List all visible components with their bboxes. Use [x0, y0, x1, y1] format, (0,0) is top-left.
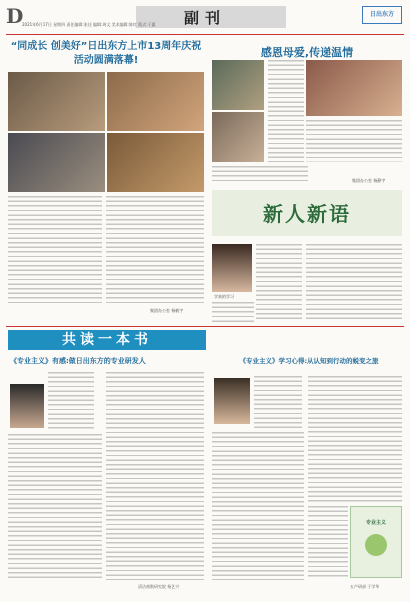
new-voices-body-col2: [306, 244, 402, 322]
event-photo-1: [8, 72, 105, 131]
page-letter: D: [6, 4, 24, 28]
article-right-headline: 感恩母爱,传递温情: [260, 46, 354, 59]
article-left-body-col1: [8, 196, 102, 304]
event-photo-3: [8, 133, 105, 192]
author-photo-left: [10, 384, 44, 428]
new-voices-body-col0: [212, 302, 254, 322]
article-left-body-col2: [106, 196, 204, 304]
new-voices-caption: 学真的学习: [214, 294, 234, 299]
book-right-intro: [254, 376, 302, 428]
footer-left: 清洁商数研究院 杨艺兴: [138, 584, 180, 589]
mother-photo-1: [212, 60, 264, 110]
new-voices-title: 新人新语: [263, 202, 351, 226]
mother-photo-2: [212, 112, 264, 162]
book-cover-graphic: [365, 534, 387, 556]
article-right-body-col3: [212, 166, 308, 184]
book-right-body-col2: [308, 376, 402, 502]
book-right-body-col3: [308, 506, 348, 578]
article-right-body-col1: [268, 60, 304, 162]
book-left-body-col2: [106, 372, 204, 580]
dateline: 2021年6月17日 星期四 责任编辑:张佳 编辑:周文 美术编辑:陈红 版式:于惠: [22, 22, 156, 27]
book-banner-title: 共读一本书: [62, 332, 152, 348]
section-divider: [6, 326, 404, 327]
event-photo-grid: [8, 72, 204, 192]
article-left-headline: “同成长 创美好”日出东方上市13周年庆祝活动圆满落幕!: [10, 41, 202, 66]
book-cover-title: 专业主义: [365, 520, 386, 526]
article-left-byline: 集团办公室 杨帆宇: [150, 308, 184, 313]
book-left-intro: [48, 372, 94, 430]
section-title: 副刊: [184, 9, 227, 27]
book-subhead-right: 《专业主义》学习心得:从认知到行动的蜕变之旅: [239, 357, 379, 365]
article-right-byline: 集团办公室 杨静宇: [352, 178, 386, 183]
footer-right: 五产研部 于学华: [350, 584, 380, 589]
new-voices-body-col1: [256, 244, 302, 322]
book-cover: [350, 506, 402, 578]
masthead-rule: [6, 34, 404, 35]
event-photo-4: [107, 133, 204, 192]
article-right-body-col2: [306, 120, 402, 162]
author-photo-right: [214, 378, 250, 424]
book-subhead-left: 《专业主义》有感:做日出东方的专业研发人: [10, 357, 146, 365]
mother-photo-3: [306, 60, 402, 116]
masthead: [6, 4, 404, 34]
book-left-body-col1: [8, 434, 102, 580]
event-photo-2: [107, 72, 204, 131]
book-right-body-col1: [212, 432, 304, 580]
brand-logo: 日出东方: [362, 6, 402, 24]
new-voices-portrait: [212, 244, 252, 292]
